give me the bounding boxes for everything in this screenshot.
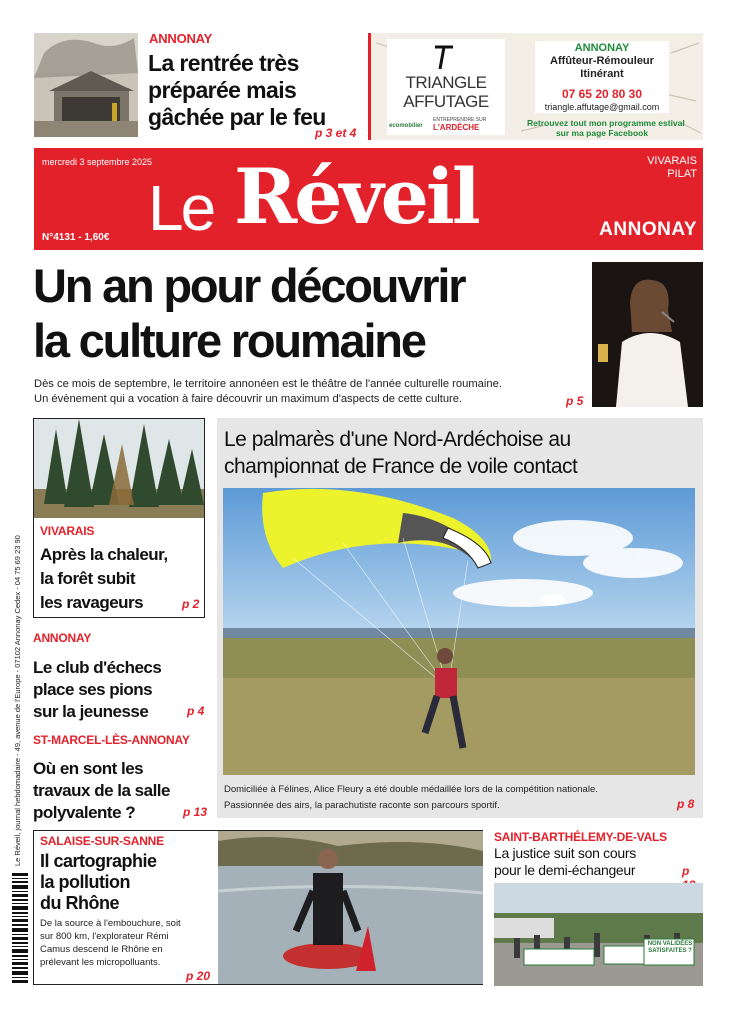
rhone-body-line: prélevant les micropolluants. (40, 957, 161, 968)
stmarcel-rubric: ST-MARCEL-LÈS-ANNONAY (33, 733, 190, 747)
stmarcel-line: travaux de la salle (33, 781, 170, 800)
barcode-image (12, 873, 28, 983)
lead-headline[interactable] (33, 258, 588, 368)
ad-cta-line2: sur ma page Facebook (555, 128, 649, 138)
masthead (34, 148, 703, 250)
swimmer-photo (218, 831, 483, 984)
ad-label-right: L'ARDÈCHE (433, 123, 480, 132)
masthead-title-le: Le (148, 172, 214, 244)
vivarais-line: la forêt subit (40, 569, 136, 588)
vivarais-line: Après la chaleur, (40, 545, 168, 564)
masthead-date: mercredi 3 septembre 2025 (42, 157, 153, 167)
lead-body (34, 377, 594, 407)
annonay-line: Le club d'échecs (33, 658, 162, 677)
rhone-page-ref: p 20 (186, 969, 211, 983)
feature-headline-line2: championnat de France de voile contact (224, 455, 578, 478)
barcode (12, 873, 28, 983)
lead-body-line1: Dès ce mois de septembre, le territoire annonéen est le théâtre de l'année culturelle roumaine. (34, 378, 502, 390)
stmarcel-line: polyvalente ? (33, 803, 136, 822)
ad-cta-line1: Retrouvez tout mon programme estival (527, 118, 685, 128)
lead-headline-line2: la culture roumaine (33, 314, 425, 367)
top-teaser-headline[interactable] (148, 50, 363, 131)
forest-photo-image (34, 419, 204, 518)
masthead-region-line1: VIVARAIS (647, 155, 697, 167)
protest-banner-text: NON VALIDÉES SATISFAITES ? (647, 941, 693, 954)
ad-brand-line2: AFFUTAGE (403, 92, 489, 111)
top-teaser-line: La rentrée très (148, 50, 299, 76)
masthead-edition: ANNONAY (599, 219, 697, 240)
ad-town: ANNONAY (574, 42, 630, 54)
ad-phone[interactable]: 07 65 20 80 30 (561, 87, 643, 101)
advertisement[interactable] (368, 33, 703, 140)
rhone-line: Il cartographie (40, 851, 157, 871)
vivarais-line: les ravageurs (40, 593, 144, 612)
stmarcel-page-ref: p 13 (183, 805, 208, 819)
ad-label-mid: ENTREPRENDRE SUR (433, 117, 487, 123)
feature-caption-line1: Domiciliée à Félines, Alice Fleury a été double médaillée lors de la compétition nationale. (224, 784, 598, 795)
annonay-line: sur la jeunesse (33, 702, 149, 721)
stmarcel-brief[interactable] (33, 731, 213, 823)
stbarthelemy-line: pour le demi-échangeur (494, 862, 636, 878)
stmarcel-line: Où en sont les (33, 759, 144, 778)
ad-service-line1: Affûteur-Rémouleur (550, 55, 654, 67)
rhone-rubric: SALAISE-SUR-SANNE (40, 834, 164, 848)
rhone-headline (40, 851, 220, 914)
stbarthelemy-page-ref: p (682, 864, 690, 878)
protest-photo-image (494, 883, 703, 986)
annonay-page-ref: p 4 (187, 704, 205, 718)
top-teaser-page-ref: p 3 et 4 (315, 126, 357, 140)
ad-email[interactable]: triangle.affutage@gmail.com (544, 102, 660, 112)
stbarthelemy-rubric: SAINT-BARTHÉLEMY-DE-VALS (494, 830, 667, 844)
ad-brand-line1: TRIANGLE (405, 73, 487, 92)
lead-headline-line1: Un an pour découvrir (33, 259, 465, 312)
feature-headline-line1: Le palmarès d'une Nord-Ardéchoise au (224, 428, 571, 451)
annonay-brief[interactable] (33, 628, 211, 724)
masthead-region-line2: PILAT (667, 168, 697, 180)
rhone-box[interactable] (33, 830, 483, 985)
ad-label-left: ecomobilier (389, 123, 423, 129)
vivarais-rubric: VIVARAIS (40, 524, 95, 538)
swimmer-photo-image (218, 831, 483, 984)
spine-text: Le Réveil, journal hebdomadaire - 49, avenue de l'Europe - 07102 Annonay Cedex - 04 75 69 23 90 (13, 535, 22, 866)
rhone-body (40, 917, 220, 969)
rhone-body-line: Camus descend le Rhône en (40, 944, 163, 955)
feature-box[interactable] (217, 418, 703, 818)
protest-photo (494, 883, 703, 986)
annonay-headline (33, 657, 211, 723)
rhone-body-line: sur 800 km, l'explorateur Rémi (40, 931, 169, 942)
vivarais-headline (40, 543, 205, 615)
stbarthelemy-headline (494, 845, 704, 879)
singer-photo (592, 262, 703, 407)
ad-service-line2: Itinérant (580, 68, 624, 80)
singer-photo-image (592, 262, 703, 407)
lead-page-ref: p 5 (566, 394, 584, 408)
feature-headline (224, 426, 699, 480)
fire-photo-image (34, 33, 138, 137)
top-teaser-rubric: ANNONAY (149, 31, 213, 46)
top-teaser-line: gâchée par le feu (148, 104, 326, 130)
stbarthelemy-brief[interactable] (494, 828, 704, 988)
lead-body-line2: Un évènement qui a vocation à faire découvrir un maximum d'aspects de cette culture. (34, 393, 463, 405)
parachute-photo-image (223, 488, 695, 775)
fire-photo (34, 33, 138, 137)
feature-page-ref: p 8 (677, 797, 695, 811)
rhone-line: du Rhône (40, 893, 119, 913)
vivarais-box[interactable] (33, 418, 205, 618)
masthead-title-main: Réveil (234, 152, 478, 241)
stbarthelemy-line: La justice suit son cours (494, 845, 636, 861)
rhone-body-line: De la source à l'embouchure, soit (40, 918, 181, 929)
rhone-line: la pollution (40, 872, 130, 892)
feature-caption-line2: Passionnée des airs, la parachutiste raconte son parcours sportif. (224, 800, 500, 811)
annonay-rubric: ANNONAY (33, 631, 92, 645)
vivarais-page-ref: p 2 (182, 597, 200, 611)
masthead-issue: N°4131 - 1,60€ (42, 232, 110, 243)
parachute-photo (223, 488, 695, 775)
knife-logo-icon (431, 43, 457, 73)
feature-caption (224, 782, 684, 814)
forest-photo (34, 419, 204, 518)
top-teaser-line: préparée mais (148, 77, 297, 103)
annonay-line: place ses pions (33, 680, 153, 699)
